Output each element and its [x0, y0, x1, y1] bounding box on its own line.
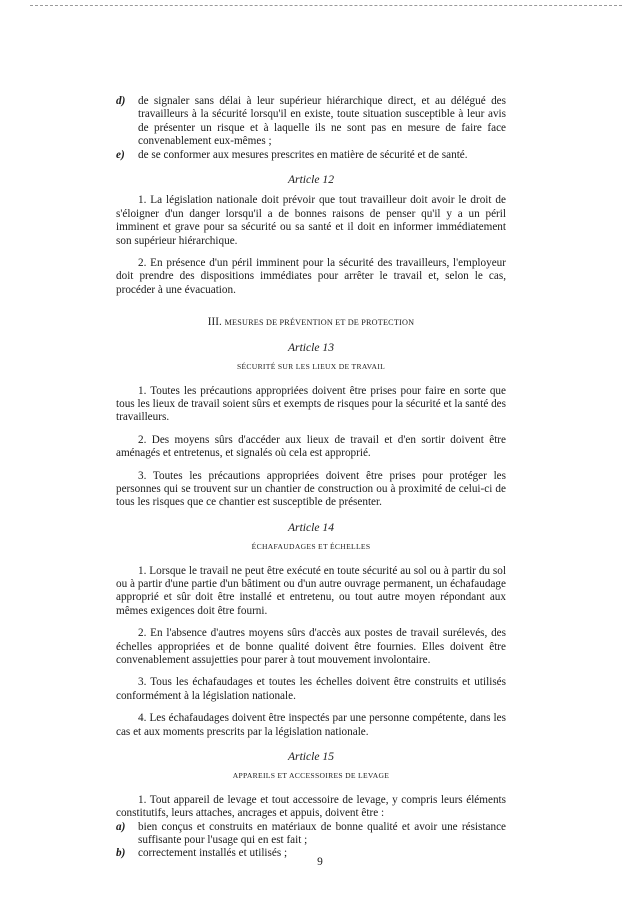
paragraph: 1. Lorsque le travail ne peut être exécuté en toute sécurité au sol ou à partir du sol ou à partir d'une partie d'un bâtiment ou d'un autre ouvrage permanent, un échafaudage approprié et sûr doit être installé et entretenu, ou tout autre moyen répondant aux mêmes exigences doit être fourni. [116, 564, 506, 617]
paragraph: 3. Toutes les précautions appropriées doivent être prises pour protéger les personnes qui se trouvent sur un chantier de construction ou à proximité de celui-ci de tous les risques que ce chantier est susceptible de présenter. [116, 469, 506, 509]
article-13-title: Article 13 [287, 340, 335, 354]
list-item [116, 821, 506, 848]
section-heading [116, 316, 506, 329]
item-text: bien conçus et construits en matériaux de bonne qualité et avoir une résistance suffisante pour l'usage qui en est fait ; [138, 820, 506, 847]
article-13-subtitle: SÉCURITÉ SUR LES LIEUX DE TRAVAIL [236, 362, 386, 372]
article-14-subtitle: ÉCHAFAUDAGES ET ÉCHELLES [251, 542, 371, 552]
paragraph: 2. Des moyens sûrs d'accéder aux lieux de travail et d'en sortir doivent être aménagés et entretenus, et signalés où cela est approprié. [116, 433, 506, 460]
section-numeral: III. [207, 316, 222, 329]
article-15-subtitle: APPAREILS ET ACCESSOIRES DE LEVAGE [232, 771, 390, 781]
list-item [116, 149, 506, 162]
item-label: a) [116, 820, 126, 833]
item-text: correctement installés et utilisés ; [138, 847, 288, 860]
paragraph: 4. Les échafaudages doivent être inspectés par une personne compétente, dans les cas et aux moments prescrits par la législation nationale. [116, 712, 506, 738]
document-body [116, 95, 506, 861]
item-label: d) [116, 95, 126, 107]
item-label: b) [116, 847, 126, 860]
article-14-title: Article 14 [287, 520, 335, 534]
page-number: 9 [317, 856, 323, 868]
paragraph: 2. En présence d'un péril imminent pour la sécurité des travailleurs, l'employeur doit prendre des dispositions immédiates pour arrêter le travail et, selon le cas, procéder à une évacuation. [116, 257, 506, 296]
article-15-title: Article 15 [287, 750, 335, 764]
paragraph: 1. Toutes les précautions appropriées doivent être prises pour faire en sorte que tous les lieux de travail soient sûrs et exempts de risques pour la sécurité et la santé des travailleurs. [116, 384, 506, 424]
paragraph: 2. En l'absence d'autres moyens sûrs d'accès aux postes de travail surélevés, des échelles appropriées et de bonne qualité doivent être fournies. Elles doivent être convenablement assujetties pour parer à tout mouvement involontaire. [116, 627, 506, 666]
item-text: de signaler sans délai à leur supérieur hiérarchique direct, et au délégué des travailleurs à la sécurité lorsqu'il en existe, toute situation susceptible à leur avis de présenter un risque et à laquelle ils ne sont pas en mesure de faire face convenablement eux-mêmes ; [138, 95, 506, 148]
paragraph: 1. Tout appareil de levage et tout accessoire de levage, y compris leurs éléments constitutifs, leurs attaches, ancrages et appuis, doivent être : [116, 793, 506, 820]
item-label: e) [116, 148, 125, 161]
article-12-title: Article 12 [287, 173, 335, 187]
section-title: MESURES DE PRÉVENTION ET DE PROTECTION [224, 318, 415, 328]
top-border-line [30, 5, 622, 6]
item-text: de se conformer aux mesures prescrites en matière de sécurité et de santé. [138, 148, 468, 161]
list-item [116, 95, 506, 149]
paragraph: 1. La législation nationale doit prévoir que tout travailleur doit avoir le droit de s'éloigner d'un danger lorsqu'il a de bonnes raisons de penser qu'il y a un péril imminent et grave pour sa sécurité ou sa santé et il doit en informer immédiatement son supérieur hiérarchique. [116, 194, 506, 247]
paragraph: 3. Tous les échafaudages et toutes les échelles doivent être construits et utilisés conformément à la législation nationale. [116, 676, 506, 702]
